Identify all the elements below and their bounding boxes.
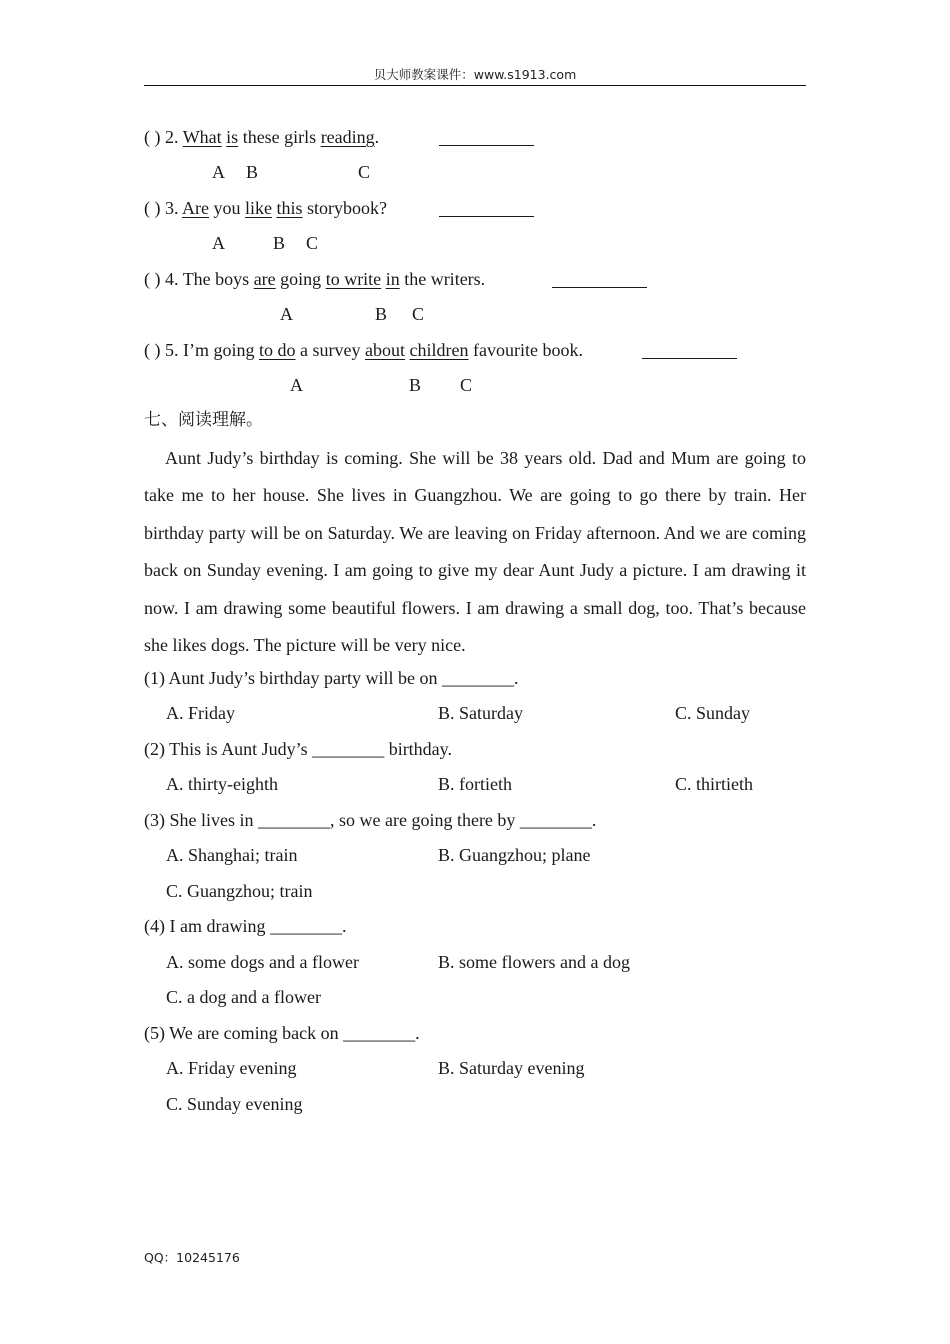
letter-c: C [460,375,473,395]
option-a[interactable]: A. Friday [166,703,235,723]
page-footer: QQ：10245176 [144,1250,240,1265]
error-item-2 [144,125,379,149]
section-title: 七、阅读理解。 [144,410,263,430]
error-item-5 [144,338,583,362]
option-c[interactable]: C. Guangzhou; train [166,881,313,901]
error-item-3 [144,196,387,220]
plain-part: you [213,198,241,218]
reading-passage: Aunt Judy’s birthday is coming. She will be 38 years old. Dad and Mum are going to take me to her house. She lives in Guangzhou. We are going to go there by train. Her birthday party will be on Saturday. We are leaving on Friday afternoon. And we are coming back on Sunday evening. I am going to give my dear Aunt Judy a picture. I am drawing it now. I am drawing some beautiful flowers. I am drawing a small dog, too. That’s because she likes dogs. The picture will be very nice. [144,448,806,656]
option-a[interactable]: A. Shanghai; train [166,845,298,865]
header-divider [144,85,806,86]
question-stem-1: (1) Aunt Judy’s birthday party will be on ________. [144,668,519,688]
option-b[interactable]: B. fortieth [438,774,512,794]
plain-part: these girls [242,127,317,147]
item-number: ( ) 5. [144,340,179,360]
underlined-part-a: What [182,127,222,147]
underlined-part-c: this [276,198,303,218]
underlined-part-a: Are [182,198,209,218]
plain-part: going [280,269,322,289]
question-stem-2: (2) This is Aunt Judy’s ________ birthday. [144,739,453,759]
option-c[interactable]: C. thirtieth [675,774,753,794]
plain-part: . [374,127,380,147]
question-stem-3: (3) She lives in ________, so we are going there by ________. [144,810,597,830]
letter-a: A [290,375,303,395]
plain-part: the writers. [404,269,486,289]
item-number: ( ) 4. [144,269,179,289]
letter-c: C [358,162,371,182]
option-c[interactable]: C. Sunday evening [166,1094,303,1114]
option-b[interactable]: B. Saturday evening [438,1058,585,1078]
answer-blank[interactable] [439,129,534,146]
option-b[interactable]: B. Saturday [438,703,523,723]
option-b[interactable]: B. some flowers and a dog [438,952,630,972]
question-stem-5: (5) We are coming back on ________. [144,1023,420,1043]
letter-b: B [409,375,422,395]
underlined-part-a: are [253,269,276,289]
underlined-part-b: is [226,127,239,147]
option-b[interactable]: B. Guangzhou; plane [438,845,591,865]
letter-b: B [375,304,388,324]
answer-blank[interactable] [439,200,534,217]
plain-part: favourite book. [472,340,583,360]
option-a[interactable]: A. thirty-eighth [166,774,278,794]
plain-part: I’m going [183,340,255,360]
letter-c: C [306,233,319,253]
letter-c: C [412,304,425,324]
question-stem-4: (4) I am drawing ________. [144,916,347,936]
option-c[interactable]: C. a dog and a flower [166,987,321,1007]
underlined-part-b: to write [325,269,382,289]
letter-a: A [212,233,225,253]
page-header: 贝大师教案课件：www.s1913.com [373,67,577,82]
letter-b: B [246,162,259,182]
option-a[interactable]: A. some dogs and a flower [166,952,359,972]
underlined-part-c: in [385,269,400,289]
letter-a: A [212,162,225,182]
underlined-part-c: children [409,340,469,360]
answer-blank[interactable] [552,271,647,288]
option-c[interactable]: C. Sunday [675,703,751,723]
option-a[interactable]: A. Friday evening [166,1058,297,1078]
plain-part: a survey [300,340,361,360]
letter-a: A [280,304,293,324]
underlined-part-b: about [365,340,405,360]
item-number: ( ) 2. [144,127,179,147]
letter-b: B [273,233,286,253]
plain-part: storybook? [307,198,388,218]
underlined-part-a: to do [259,340,296,360]
underlined-part-c: reading [320,127,375,147]
plain-part: The boys [182,269,250,289]
underlined-part-b: like [245,198,272,218]
answer-blank[interactable] [642,342,737,359]
item-number: ( ) 3. [144,198,179,218]
error-item-4 [144,267,485,291]
